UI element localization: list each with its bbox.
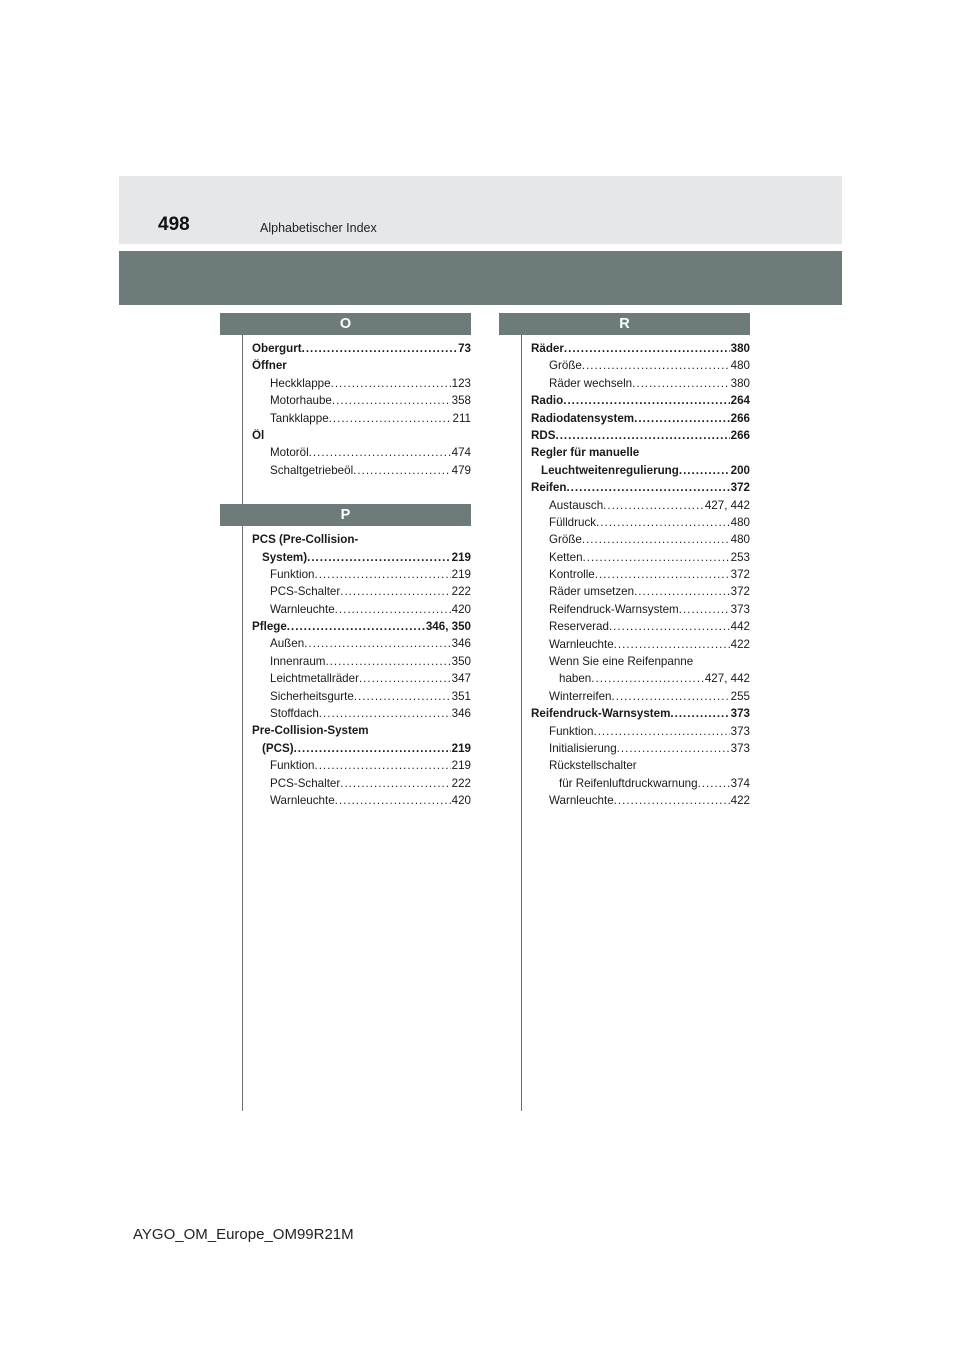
index-subentry: PCS-Schalter ..... 222 [252,777,471,794]
index-subentry: Heckklappe ..... 123 [252,377,471,394]
index-subentry: Winterreifen ..... 255 [531,690,750,707]
index-subentry: Kontrolle ..... 372 [531,568,750,585]
index-subentry: Austausch ..... 427, 442 [531,499,750,516]
index-entry: Reifen ..... 372 [531,481,750,498]
index-subentry: Warnleuchte ..... 420 [252,603,471,620]
index-entry: Leuchtweitenregulierung ..... 200 [531,464,750,481]
index-subentry: Warnleuchte ..... 422 [531,638,750,655]
index-subentry: Größe ..... 480 [531,533,750,550]
section-r-entries [521,335,750,820]
index-column-right [521,313,750,820]
index-subentry: Größe ..... 480 [531,359,750,376]
index-entry: Obergurt ..... 73 [252,342,471,359]
section-p-entries [242,526,471,819]
index-subentry: Leichtmetallräder ..... 347 [252,672,471,689]
index-entry: Radiodatensystem ..... 266 [531,412,750,429]
index-entry: Radio ..... 264 [531,394,750,411]
index-subentry: für Reifenluftdruckwarnung ..... 374 [531,777,750,794]
header-dark-band [119,251,842,305]
index-subentry: haben ..... 427, 442 [531,672,750,689]
index-subentry: Sicherheitsgurte ..... 351 [252,690,471,707]
index-entry: Öl [252,428,265,442]
index-subentry: Motorhaube ..... 358 [252,394,471,411]
index-subentry: Innenraum ..... 350 [252,655,471,672]
page-number: 498 [158,214,190,235]
index-subentry: Außen ..... 346 [252,637,471,654]
section-header-p: P [220,504,471,526]
index-subentry: Ketten ..... 253 [531,551,750,568]
index-subentry: Rückstellschalter [549,759,637,773]
index-subentry: Räder wechseln ..... 380 [531,377,750,394]
section-header-o: O [220,313,471,335]
header-band [119,176,842,244]
index-subentry: Funktion ..... 219 [252,759,471,776]
page-title: Alphabetischer Index [260,221,377,235]
index-subentry: Reserverad ..... 442 [531,620,750,637]
index-column-left [242,313,471,819]
index-subentry: Fülldruck ..... 480 [531,516,750,533]
index-subentry: Initialisierung ..... 373 [531,742,750,759]
index-subentry: Schaltgetriebeöl ..... 479 [252,464,471,481]
index-entry: Pflege ..... 346, 350 [252,620,471,637]
index-entry: (PCS) ..... 219 [252,742,471,759]
index-entry: PCS (Pre-Collision- [252,533,359,547]
index-subentry: Funktion ..... 219 [252,568,471,585]
index-subentry: Funktion ..... 373 [531,725,750,742]
index-entry: Pre-Collision-System [252,724,369,738]
index-subentry: Räder umsetzen ..... 372 [531,585,750,602]
index-subentry: Motoröl ..... 474 [252,446,471,463]
index-subentry: Reifendruck-Warnsystem ..... 373 [531,603,750,620]
index-subentry: Warnleuchte ..... 422 [531,794,750,811]
index-entry: Reifendruck-Warnsystem ..... 373 [531,707,750,724]
index-subentry: Tankklappe ..... 211 [252,412,471,429]
index-entry: RDS ..... 266 [531,429,750,446]
index-subentry: PCS-Schalter ..... 222 [252,585,471,602]
index-subentry: Wenn Sie eine Reifenpanne [549,655,694,669]
index-entry: System) ..... 219 [252,551,471,568]
section-header-r: R [499,313,750,335]
index-entry: Öffner [252,359,287,373]
index-subentry: Warnleuchte ..... 420 [252,794,471,811]
document-footer: AYGO_OM_Europe_OM99R21M [133,1226,354,1243]
index-entry: Räder ..... 380 [531,342,750,359]
index-subentry: Stoffdach ..... 346 [252,707,471,724]
index-entry: Regler für manuelle [531,446,640,460]
section-o-entries [242,335,471,489]
